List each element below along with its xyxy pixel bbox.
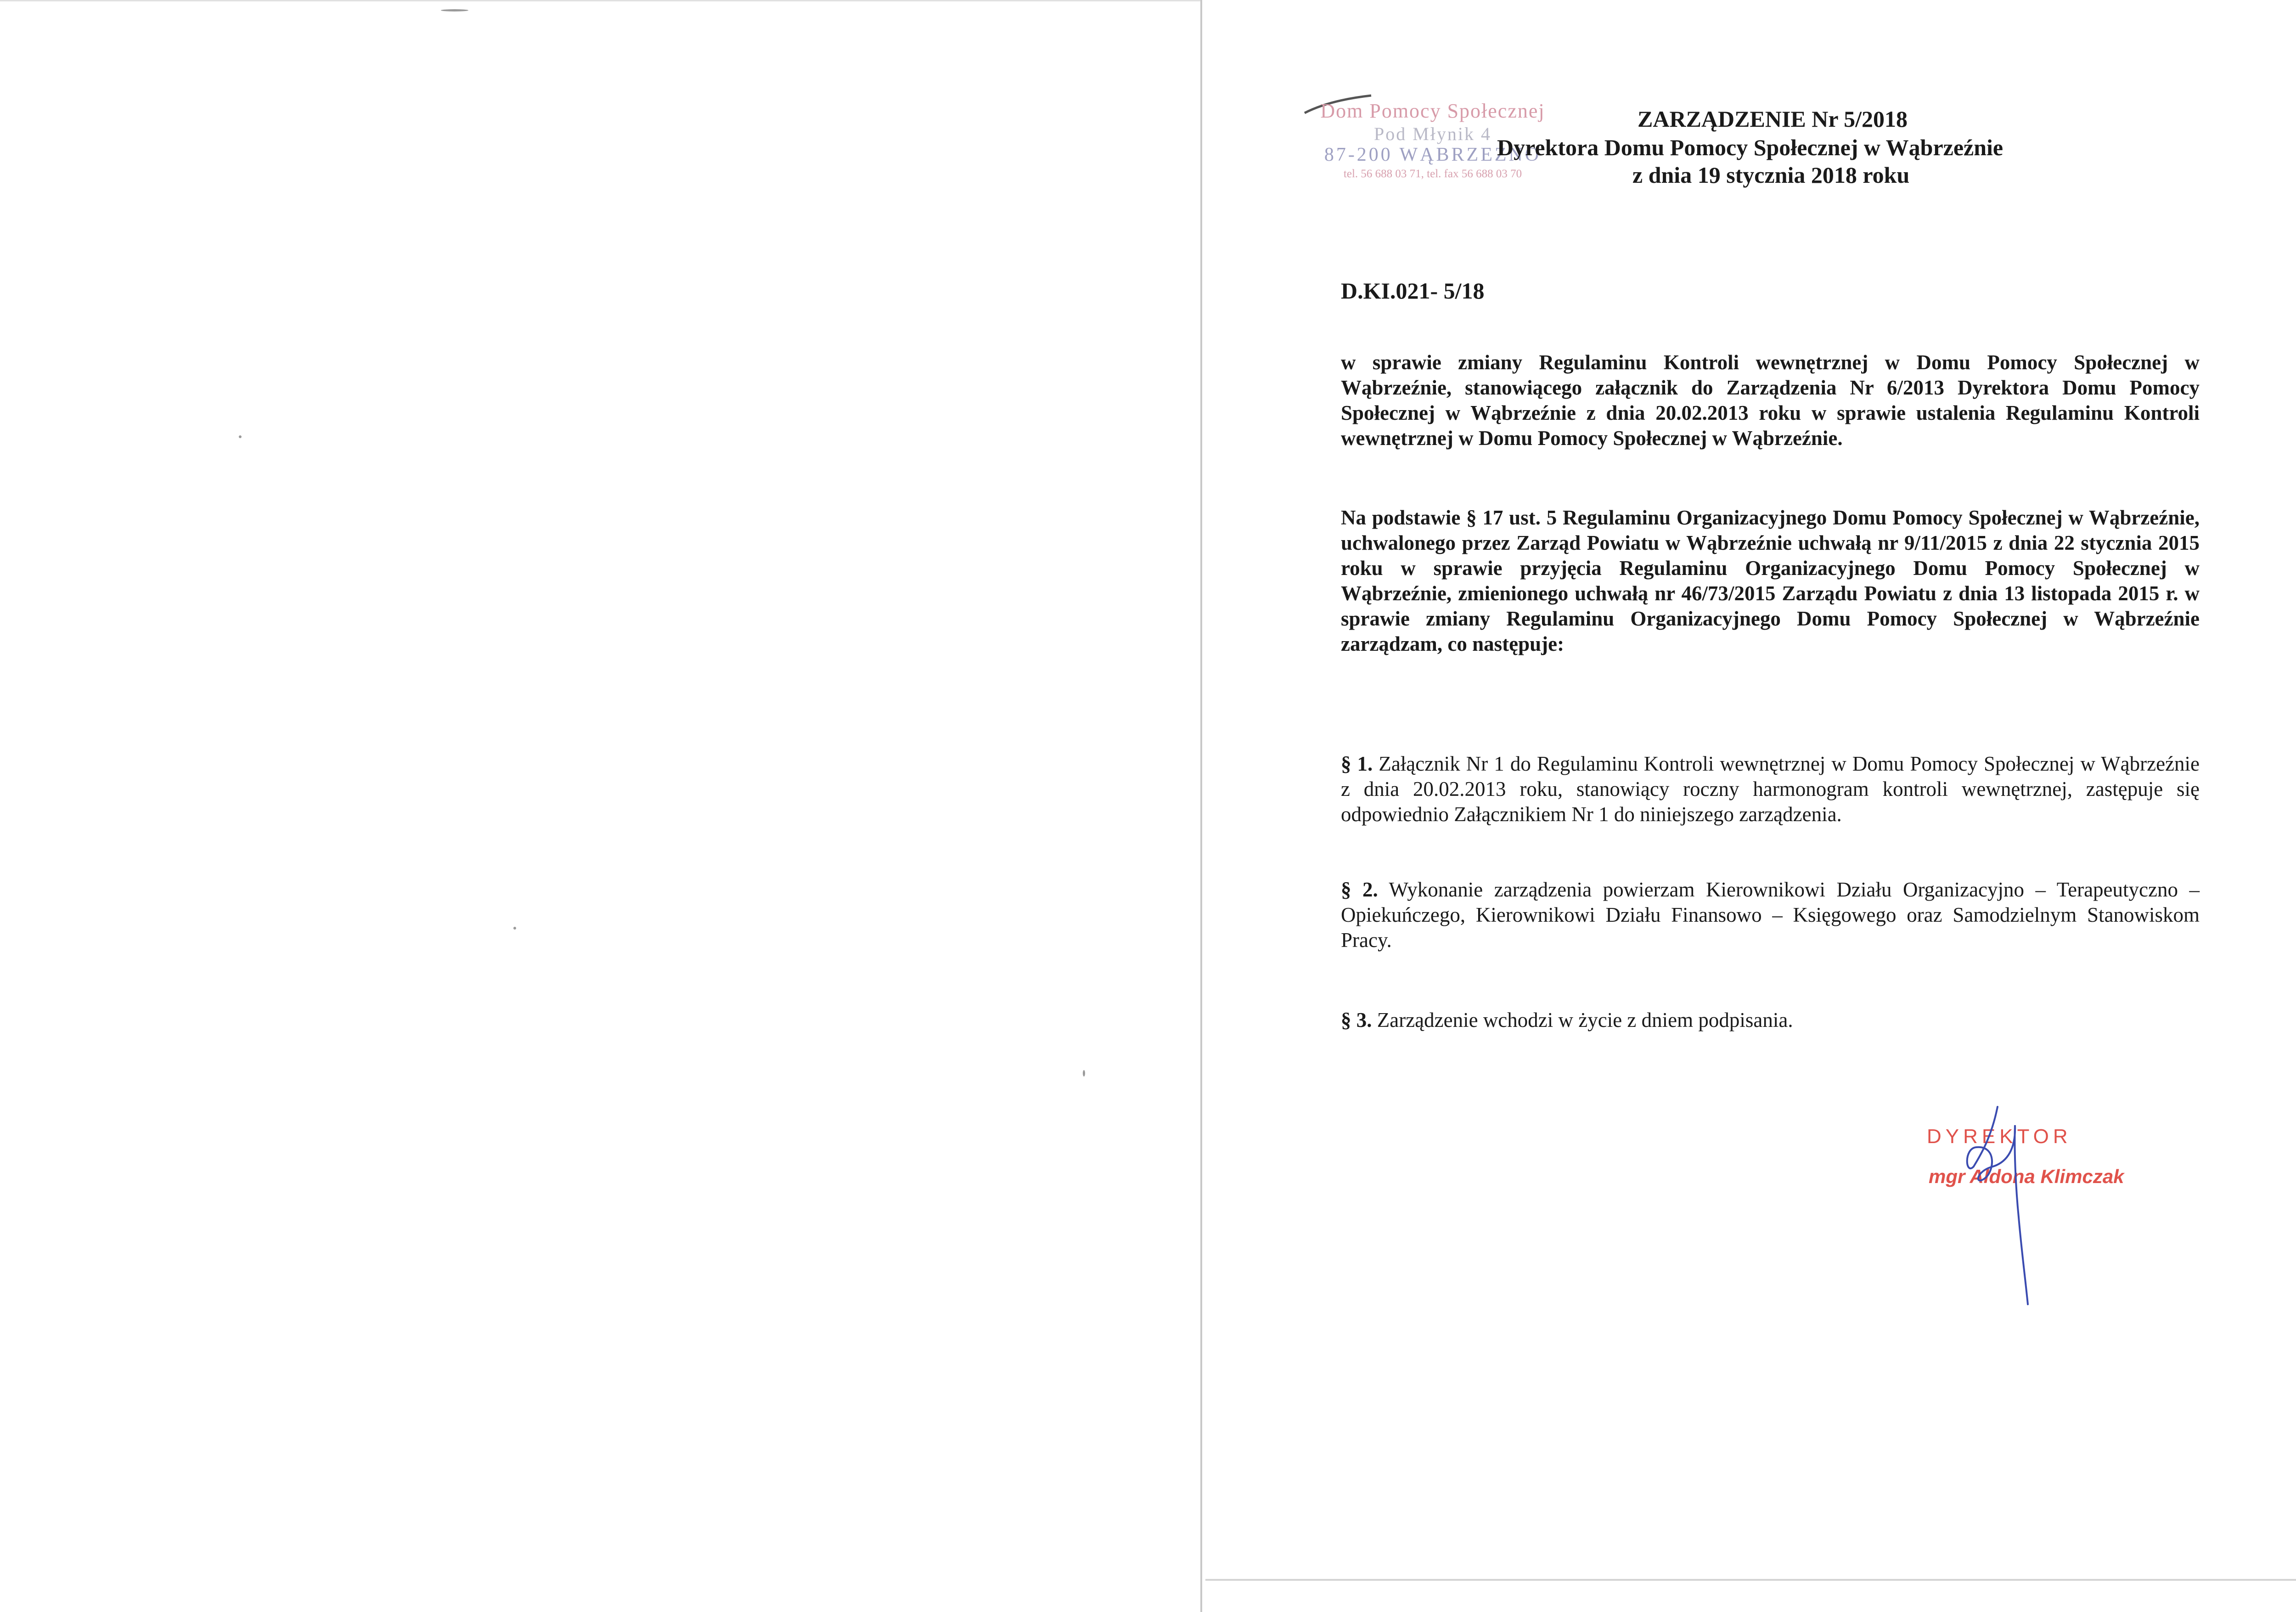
legal-basis-paragraph: Na podstawie § 17 ust. 5 Regulaminu Organizacyjnego Domu Pomocy Społecznej w Wąbrzeźnie, uchwalonego przez Zarząd Powiatu w Wąbrzeźnie uchwałą nr 9/11/2015 z dnia 22 stycznia 2015 roku w sprawie przyjęcia Regulaminu Organizacyjnego Domu Pomocy Społecznej w Wąbrzeźnie, zmienionego uchwałą nr 46/73/2015 Zarządu Powiatu z dnia 13 listopada 2015 r. w sprawie zmiany Regulaminu Organizacyjnego Domu Pomocy Społecznej w Wąbrzeźnie zarządzam, co następuje:	[1341, 506, 2200, 655]
signature-title: DYREKTOR	[1927, 1125, 2072, 1148]
page-top-edge	[0, 0, 1200, 1]
document-issuer: Dyrektora Domu Pomocy Społecznej w Wąbrzeźnie	[1497, 135, 2003, 160]
subject-paragraph: w sprawie zmiany Regulaminu Kontroli wewnętrznej w Domu Pomocy Społecznej w Wąbrzeźnie, stanowiącego załącznik do Zarządzenia Nr 6/2013 Dyrektora Domu Pomocy Społecznej w Wąbrzeźnie z dnia 20.02.2013 roku w sprawie ustalenia Regulaminu Kontroli wewnętrznej w Domu Pomocy Społecznej w Wąbrzeźnie.	[1341, 351, 2200, 450]
section-3	[1341, 1008, 2200, 1033]
reference-number: D.KI.021- 5/18	[1341, 278, 1485, 304]
stamp-line-phone: tel. 56 688 03 71, tel. fax 56 688 03 70	[1343, 168, 1522, 180]
section-2-mark: § 2.	[1341, 878, 1378, 901]
section-1-text: Załącznik Nr 1 do Regulaminu Kontroli wewnętrznej w Domu Pomocy Społecznej w Wąbrzeźnie z dnia 20.02.2013 roku, stanowiący roczny harmonogram kontroli wewnętrznej, zastępuje się odpowiednio Załącznikiem Nr 1 do niniejszego zarządzenia.	[1341, 752, 2200, 826]
stamp-line-city: 87-200 WĄBRZEŹNO	[1324, 144, 1542, 165]
signature-name: mgr Aldona Klimczak	[1929, 1166, 2124, 1187]
stamp-line-name: Dom Pomocy Społecznej	[1320, 100, 1545, 122]
section-1-mark: § 1.	[1341, 752, 1373, 775]
scan-speck	[441, 9, 468, 11]
section-3-mark: § 3.	[1341, 1009, 1372, 1031]
section-3-text: Zarządzenie wchodzi w życie z dniem podpisania.	[1377, 1009, 1793, 1031]
section-2	[1341, 877, 2200, 953]
scan-speck	[513, 927, 516, 930]
handwritten-signature	[1947, 1098, 2057, 1309]
stamp-line-street: Pod Młynik 4	[1373, 124, 1492, 144]
section-2-text: Wykonanie zarządzenia powierzam Kierownikowi Działu Organizacyjno – Terapeutyczno – Opiekuńczego, Kierownikowi Działu Finansowo – Księgowego oraz Samodzielnym Stanowiskom Pracy.	[1341, 878, 2200, 952]
document-title: ZARZĄDZENIE Nr 5/2018	[1638, 106, 1908, 132]
section-1	[1341, 751, 2200, 827]
document-date: z dnia 19 stycznia 2018 roku	[1632, 162, 1910, 188]
scan-speck	[1083, 1070, 1085, 1077]
scan-speck	[239, 435, 242, 438]
